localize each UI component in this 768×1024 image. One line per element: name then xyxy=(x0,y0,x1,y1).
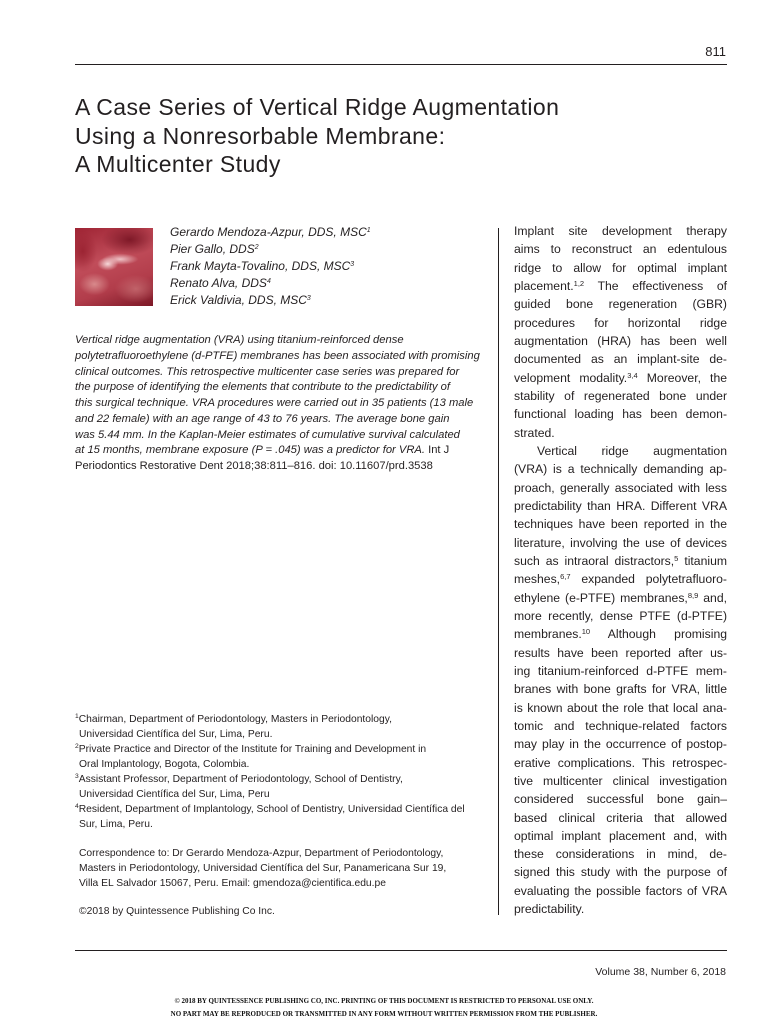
body-text-segment: erative complications. This retrospec- xyxy=(514,755,727,770)
issue-info: Volume 38, Number 6, 2018 xyxy=(595,966,726,978)
body-text-line xyxy=(514,772,727,790)
body-text-segment: aims to reconstruct an edentulous xyxy=(514,242,727,257)
body-text-segment: The effectiveness of xyxy=(584,278,727,293)
body-text-segment: augmentation (HRA) has been well xyxy=(514,333,727,348)
body-text-line xyxy=(514,882,727,900)
body-text-segment: documented as an implant-site de- xyxy=(514,352,727,367)
body-text-segment: stability of regenerated bone under xyxy=(514,388,727,403)
body-text-line xyxy=(514,809,727,827)
body-text-line xyxy=(514,625,727,643)
body-text-line xyxy=(514,332,727,350)
author-name: Renato Alva, DDS xyxy=(170,275,267,290)
body-text-segment: results have been reported after us- xyxy=(514,645,727,660)
body-text-line xyxy=(514,552,727,570)
body-text-segment: membranes. xyxy=(514,627,582,642)
notice-line: NO PART MAY BE REPRODUCED OR TRANSMITTED IN ANY FORM WITHOUT WRITTEN PERMISSION FROM THE PUBLISHER. xyxy=(170,1009,598,1018)
correspondence-line: Masters in Periodontology, Universidad Científica del Sur, Panamericana Sur 19, xyxy=(79,862,447,874)
affiliation-marker: 2 xyxy=(254,243,259,251)
affiliation-line xyxy=(75,772,465,787)
body-text-column xyxy=(514,222,727,918)
notice-line: © 2018 BY QUINTESSENCE PUBLISHING CO, INC. PRINTING OF THIS DOCUMENT IS RESTRICTED TO PERSONAL USE ONLY. xyxy=(174,996,594,1005)
body-text-line xyxy=(514,662,727,680)
body-text-segment: more recently, dense PTFE (d-PTFE) xyxy=(514,608,727,623)
body-text-line xyxy=(514,534,727,552)
body-text-line xyxy=(514,827,727,845)
body-text-line xyxy=(514,295,727,313)
body-text-line xyxy=(514,699,727,717)
correspondence-line: Correspondence to: Dr Gerardo Mendoza-Azpur, Department of Periodontology, xyxy=(79,847,444,859)
body-text-line xyxy=(514,515,727,533)
body-text-line xyxy=(514,387,727,405)
abstract-line: this surgical technique. VRA procedures were carried out in 35 patients (13 male xyxy=(75,397,474,409)
body-text-line xyxy=(514,900,727,918)
body-text-line xyxy=(514,314,727,332)
body-text-line xyxy=(514,735,727,753)
body-text-segment: meshes, xyxy=(514,572,561,587)
affiliation-marker: 4 xyxy=(75,803,79,811)
author xyxy=(170,224,371,241)
body-text-segment: predictability than HRA. Different VRA xyxy=(514,498,727,513)
body-text-line xyxy=(514,644,727,662)
body-text-line xyxy=(514,460,727,478)
body-text-segment: is known about the role that local ana- xyxy=(514,700,727,715)
body-text-line xyxy=(514,680,727,698)
citation-line: Periodontics Restorative Dent 2018;38:811–816. doi: 10.11607/prd.3538 xyxy=(75,460,433,472)
title-line: Using a Nonresorbable Membrane: xyxy=(75,122,446,149)
abstract-text: at 15 months, membrane exposure (P = .045) was a predictor for VRA. xyxy=(75,444,425,457)
body-text-segment: procedures for horizontal ridge xyxy=(514,315,727,330)
body-text-line xyxy=(514,350,727,368)
affiliation-text: Private Practice and Director of the Institute for Training and Development in xyxy=(78,743,427,755)
abstract-line: Vertical ridge augmentation (VRA) using titanium-reinforced dense xyxy=(75,334,404,346)
body-text-line xyxy=(514,589,727,607)
body-text-segment: guided bone regeneration (GBR) xyxy=(514,297,727,312)
affiliation-item xyxy=(75,742,465,772)
body-text-segment: functional loading has been demon- xyxy=(514,407,727,422)
author xyxy=(170,292,371,309)
correspondence-line: Villa EL Salvador 15067, Peru. Email: gmendoza@cientifica.edu.pe xyxy=(79,877,386,889)
abstract xyxy=(75,333,480,475)
title-line: A Case Series of Vertical Ridge Augmentation xyxy=(75,94,560,120)
body-text-segment: such as intraoral distractors, xyxy=(514,553,675,568)
correspondence xyxy=(79,846,446,891)
body-text-line xyxy=(514,240,727,258)
body-text-line xyxy=(514,442,727,460)
author xyxy=(170,275,371,292)
affiliation-item xyxy=(75,712,465,742)
body-text-segment: proach, generally associated with less xyxy=(514,480,727,495)
body-text-line xyxy=(514,497,727,515)
reference-superscript: 1,2 xyxy=(573,279,585,289)
body-text-segment: Although promising xyxy=(590,627,727,642)
body-text-segment: Moreover, the xyxy=(637,370,727,385)
reference-superscript: 10 xyxy=(581,627,591,637)
body-text-line xyxy=(514,570,727,588)
body-text-line xyxy=(514,754,727,772)
affiliation-text: Resident, Department of Implantology, School of Dentistry, Universidad Científica del xyxy=(78,803,465,815)
copyright-line: ©2018 by Quintessence Publishing Co Inc. xyxy=(79,905,275,917)
body-text-segment: placement. xyxy=(514,278,574,293)
affiliations xyxy=(75,712,465,832)
body-text-segment: predictability. xyxy=(514,902,585,917)
body-text-segment: these considerations in mind, de- xyxy=(514,847,727,862)
body-text-segment: velopment modality. xyxy=(514,370,628,385)
body-text-segment: tomic and technique-related factors xyxy=(514,718,727,733)
reference-superscript: 6,7 xyxy=(560,572,571,582)
abstract-line: was 5.44 mm. In the Kaplan-Meier estimates of cumulative survival calculated xyxy=(75,428,460,441)
body-text-segment: branes with bone grafts for VRA, little xyxy=(514,682,727,697)
abstract-line: clinical outcomes. This retrospective multicenter case series was prepared for xyxy=(75,365,460,378)
affiliation-line xyxy=(75,802,465,817)
body-text-segment: optimal implant placement and, with xyxy=(514,828,727,843)
body-text-line xyxy=(514,222,727,240)
body-text-line xyxy=(514,424,727,442)
body-text-segment: Vertical ridge augmentation xyxy=(537,443,727,458)
affiliation-item xyxy=(75,772,465,802)
abstract-line: the purpose of identifying the elements that contribute to the predictability of xyxy=(75,381,451,394)
header-rule xyxy=(75,64,727,65)
affiliation-line: Sur, Lima, Peru. xyxy=(79,818,153,830)
affiliation-marker: 1 xyxy=(366,226,371,234)
body-text-segment: considered successful bone gain– xyxy=(514,792,727,807)
affiliation-marker: 1 xyxy=(75,713,79,721)
author xyxy=(170,241,371,258)
body-text-segment: based clinical criteria that allowed xyxy=(514,810,727,825)
affiliation-text: Assistant Professor, Department of Periodontology, School of Dentistry, xyxy=(78,773,403,785)
body-text-segment: tive multicenter clinical investigation xyxy=(514,773,727,788)
affiliation-line xyxy=(75,742,465,757)
body-text-segment: titanium xyxy=(678,553,728,568)
body-text-segment: (VRA) is a technically demanding ap- xyxy=(514,462,727,477)
page-number: 811 xyxy=(705,44,726,59)
author-name: Pier Gallo, DDS xyxy=(170,241,255,256)
body-text-line xyxy=(514,259,727,277)
body-text-line xyxy=(514,607,727,625)
abstract-line: polytetrafluoroethylene (d-PTFE) membranes has been associated with promising xyxy=(75,349,480,362)
body-text-line xyxy=(514,845,727,863)
affiliation-line: Universidad Científica del Sur, Lima, Peru xyxy=(79,788,270,800)
author-name: Gerardo Mendoza-Azpur, DDS, MSC xyxy=(170,224,367,239)
reference-superscript: 8,9 xyxy=(687,590,699,600)
body-text-segment: ethylene (e-PTFE) membranes, xyxy=(514,590,688,605)
body-text-segment: and, xyxy=(698,590,728,605)
affiliation-marker: 3 xyxy=(75,773,79,781)
affiliation-marker: 2 xyxy=(75,743,79,751)
reference-superscript: 5 xyxy=(674,554,679,564)
body-text-segment: signed this study with the purpose of xyxy=(514,865,727,880)
footer-rule xyxy=(75,950,727,951)
body-text-line xyxy=(514,277,727,295)
title-line: A Multicenter Study xyxy=(75,151,281,177)
body-text-segment: Implant site development therapy xyxy=(514,224,727,238)
body-text-segment: techniques have been reported in the xyxy=(514,517,727,532)
body-text-segment: evaluating the possible factors of VRA xyxy=(514,883,727,898)
column-divider xyxy=(498,228,499,915)
affiliation-marker: 4 xyxy=(266,277,271,285)
body-text-segment: literature, involving the use of devices xyxy=(514,535,727,550)
affiliation-marker: 3 xyxy=(306,294,311,302)
abstract-line xyxy=(75,443,480,459)
body-text-segment: ridge to allow for optimal implant xyxy=(514,260,727,275)
body-text-line xyxy=(514,717,727,735)
author-name: Frank Mayta-Tovalino, DDS, MSC xyxy=(170,258,351,273)
body-text-segment: may play in the occurrence of postop- xyxy=(514,737,727,752)
body-text-line xyxy=(514,790,727,808)
article-title xyxy=(75,93,559,179)
author-list xyxy=(170,224,371,309)
citation-text: Int J xyxy=(428,444,450,457)
affiliation-text: Chairman, Department of Periodontology, Masters in Periodontology, xyxy=(78,713,392,725)
author-name: Erick Valdivia, DDS, MSC xyxy=(170,292,307,307)
body-text-segment: expanded polytetrafluoro- xyxy=(570,572,727,587)
author xyxy=(170,258,371,275)
abstract-line: and 22 female) with an age range of 43 to 76 years. The average bone gain xyxy=(75,412,450,425)
reference-superscript: 3,4 xyxy=(627,370,638,380)
affiliation-line: Oral Implantology, Bogota, Colombia. xyxy=(79,758,250,770)
usage-notice xyxy=(0,995,768,1021)
affiliation-item xyxy=(75,802,465,832)
body-text-segment: ing titanium-reinforced d-PTFE mem- xyxy=(514,663,727,678)
clinical-photo-thumbnail xyxy=(75,228,153,306)
affiliation-line xyxy=(75,712,465,727)
affiliation-line: Universidad Científica del Sur, Lima, Peru. xyxy=(79,728,273,740)
affiliation-marker: 3 xyxy=(350,260,355,268)
body-text-line xyxy=(514,405,727,423)
body-text-line xyxy=(514,863,727,881)
body-text-segment: strated. xyxy=(514,425,555,440)
body-text-line xyxy=(514,479,727,497)
body-text-line xyxy=(514,369,727,387)
